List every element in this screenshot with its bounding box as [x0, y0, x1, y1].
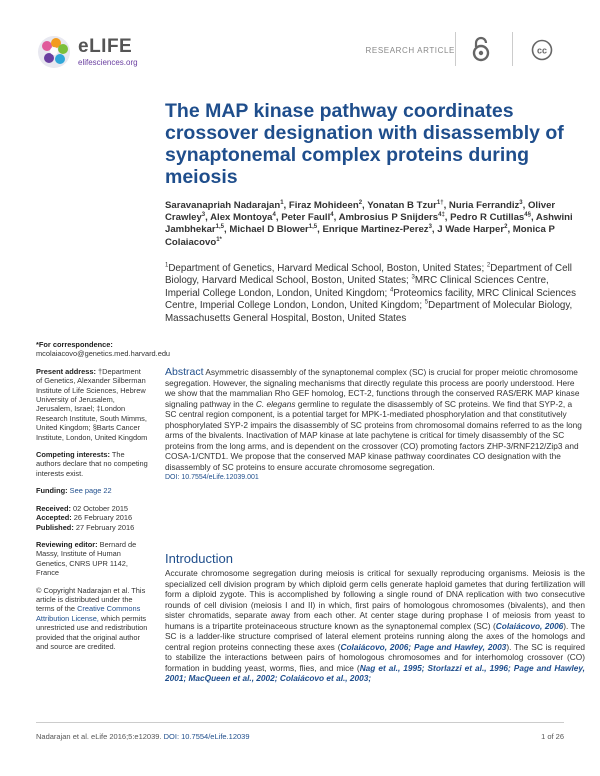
dates-block: [36, 504, 148, 532]
author-name: Saravanapriah Nadarajan: [165, 200, 281, 211]
reviewing-editor-text: Bernard de Massy, Institute of Human Genetics, CNRS UPR 1142, France: [36, 539, 137, 578]
author-affiliation-marker: 1: [280, 199, 284, 206]
author-affiliation-marker: 4: [272, 212, 276, 219]
correspondence-block: [36, 340, 171, 359]
abstract-text-2: germline to regulate the disassembly of SC proteins. We find that SYP-2, a SC central region component, is a potential target for MPK-1-mediated phosphorylation and that constitutively phosphorylated SYP-2 impairs the disassembly of SC proteins from chromosomal domains referred to as the long arms of the bivalents. Inactivation of MAP kinase at late pachytene is critical for timely disassembly of the SC proteins from the long arms, and is dependent on the crossover (CO) promoting factors ZHP-3/RNF212/Zip3 and COSA-1/CNTD1. We propose that the conserved MAP kinase pathway coordinates CO designation with the disassembly of SC proteins to ensure accurate chromosome segregation.: [165, 398, 582, 472]
competing-interests-block: [36, 450, 148, 478]
affiliation-text: MRC Clinical Sciences Centre, Imperial College London, London, United Kingdom;: [165, 275, 549, 299]
author-affiliation-marker: 3: [519, 199, 523, 206]
footer-citation: [36, 732, 250, 741]
abstract-species: C. elegans: [255, 398, 296, 409]
footer-divider: [36, 722, 564, 723]
footer-citation-text: Nadarajan et al. eLife 2016;5:e12039.: [36, 732, 164, 741]
present-address-text: †Department of Genetics, Alexander Silberman Institute of Life Sciences, Hebrew University of Jerusalem, Jerusalem, Israel; ‡London Research Institute, South Mimms, United Kingdom; §Barts Cancer Institute, London, United Kingdom: [36, 366, 148, 442]
author-name: Nuria Ferrandiz: [448, 200, 520, 211]
abstract: [165, 367, 585, 484]
copyright-text-1: Copyright Nadarajan et al. This article is distributed under the terms of the: [36, 585, 146, 614]
intro-text-2: ). The SC is a ladder-like structure comprised of lateral element proteins running along the axes of the homologs and central region proteins connecting these axes (: [165, 620, 585, 652]
accepted-date: 26 February 2016: [73, 513, 133, 523]
received-date: 02 October 2015: [72, 503, 129, 513]
author-affiliation-marker: 3: [201, 212, 206, 219]
affiliations: [165, 263, 585, 325]
affiliation-text: Proteomics facility, MRC Clinical Sciences Centre, Imperial College London, London, United Kingdom;: [165, 287, 577, 312]
author-name: Peter Faull: [281, 212, 331, 224]
intro-heading: Introduction: [165, 551, 233, 566]
author-name: Enrique Martinez-Perez: [322, 224, 429, 236]
logo-text: eLIFE: [78, 36, 133, 57]
header-divider: [512, 32, 513, 66]
reviewing-editor-block: [36, 540, 148, 578]
article-type-label: RESEARCH ARTICLE: [365, 46, 455, 55]
author-name: Yonatan B Tzur: [367, 200, 437, 211]
correspondence-label: *For correspondence:: [36, 340, 113, 349]
intro-text-3: ). The SC is required to stabilize the interactions between pairs of homologous chromosomes and for interhomolog crossover (CO) formation in budding yeast, worms, flies, and mice (: [165, 641, 586, 673]
svg-text:cc: cc: [536, 45, 548, 56]
elife-logo[interactable]: [36, 34, 166, 74]
author-name: Monica P Colaiacovo: [165, 224, 555, 248]
affiliation-marker: 5: [424, 299, 429, 306]
intro-text: [165, 568, 585, 684]
abstract-text-1: Asymmetric disassembly of the synaptonemal complex (SC) is crucial for proper meiotic chromosome segregation. However, the signaling mechanisms that directly regulate this process are poorly understood. Here we show that the mammalian Rho GEF homolog, ECT-2, functions through the conserved RAS/ERK MAP kinase signaling pathway in the: [165, 367, 580, 409]
author-affiliation-marker: 4‡: [438, 212, 445, 219]
correspondence-email[interactable]: mcolaiacovo@genetics.med.harvard.edu: [36, 349, 171, 359]
funding-link[interactable]: See page 22: [69, 486, 112, 496]
competing-interests-label: Competing interests:: [36, 450, 110, 460]
intro-text-1: Accurate chromosome segregation during meiosis is critical for sexually reproducing organisms. Meiosis is the specialized cell division program by which diploid germ cells generate haploid gametes that during fertilization will form a diploid zygote. This is accomplished by following a single round of DNA replication with two consecutive rounds of cell division (meiosis I and II) in which, first pairs of homologous chromosomes (bivalents), and then sister chromatids, separate away from each other. At center stage during prophase I of meiosis from yeast to humans is a tripartite proteinaceous structure known as the synaptonemal complex (SC) (: [165, 568, 585, 631]
copyright-text-2: which permits unrestricted use and redistribution provided that the original author and source are credited.: [36, 613, 148, 651]
competing-interests-text: The authors declare that no competing interests exist.: [36, 450, 148, 478]
author-name: Ambrosius P Snijders: [338, 212, 439, 224]
author-affiliation-marker: 1*: [216, 236, 222, 243]
received-label: Received:: [36, 503, 71, 513]
author-name: Alex Montoya: [210, 212, 273, 224]
copyright-block: [36, 586, 148, 652]
abstract-heading: Abstract: [165, 366, 204, 378]
affiliation-text: Department of Molecular Biology, Massachusetts General Hospital, Boston, United States: [165, 300, 573, 324]
author-affiliation-marker: 1,5: [215, 224, 225, 231]
copyright-icon: ©: [36, 585, 42, 595]
affiliation-marker: 4: [389, 287, 394, 294]
present-address-block: [36, 367, 148, 442]
published-label: Published:: [36, 522, 74, 532]
sidebar: [36, 340, 171, 659]
logo-url[interactable]: elifesciences.org: [78, 58, 138, 67]
citation-link[interactable]: Colaiácovo, 2006; Page and Hawley, 2003: [340, 641, 507, 652]
author-affiliation-marker: 2: [358, 199, 363, 206]
citation-link[interactable]: Colaiácovo, 2006: [495, 620, 564, 631]
author-name: Firaz Mohideen: [288, 200, 359, 211]
header-divider: [455, 32, 456, 66]
author-name: Pedro R Cutillas: [450, 212, 525, 224]
citation-link[interactable]: Nag et al., 1995; Storlazzi et al., 1996; Page and Hawley, 2001; MacQueen et al., 2002; Colaiácovo et al., 2003;: [165, 662, 585, 683]
author-list: [165, 200, 585, 249]
author-name: Michael D Blower: [229, 224, 309, 236]
footer-doi-link[interactable]: DOI: 10.7554/eLife.12039: [163, 732, 250, 741]
author-affiliation-marker: 3: [428, 224, 432, 231]
author-affiliation-marker: 4: [330, 212, 334, 219]
article-title: The MAP kinase pathway coordinates crossover designation with disassembly of synaptonemal complex proteins during meiosis: [165, 100, 564, 188]
affiliation-text: Department of Cell Biology, Harvard Medical School, Boston, United States;: [165, 263, 572, 287]
author-name: Oliver Crawley: [165, 200, 556, 224]
elife-brain-icon: [36, 34, 72, 70]
reviewing-editor-label: Reviewing editor:: [36, 539, 98, 549]
creative-commons-icon: [531, 39, 553, 61]
cc-license-link[interactable]: Creative Commons Attribution License,: [36, 604, 141, 623]
page-number: 1 of 26: [541, 732, 564, 741]
open-access-icon: [470, 36, 492, 62]
accepted-label: Accepted:: [36, 513, 72, 523]
published-date: 27 February 2016: [75, 522, 135, 532]
affiliation-text: Department of Genetics, Harvard Medical School, Boston, United States;: [168, 263, 487, 274]
abstract-doi-link[interactable]: DOI: 10.7554/eLife.12039.001: [165, 474, 259, 481]
author-affiliation-marker: 1,5: [308, 224, 318, 231]
affiliations-container: [165, 263, 576, 324]
affiliation-marker: 1: [165, 262, 169, 269]
affiliation-marker: 3: [411, 275, 415, 282]
funding-block: [36, 486, 148, 495]
funding-label: Funding:: [36, 486, 68, 496]
affiliation-marker: 2: [486, 262, 491, 269]
author-name: Ashwini Jambhekar: [165, 212, 573, 236]
authors-container: Saravanapriah Nadarajan$^1$, Firaz Mohideen$^2$, Yonatan B Tzur$^{1\dagger}$, Nuria Ferrandiz$^3$, Oliver Crawley$^3$, Alex Montoya$^4$, Peter Faull$^4$, Ambrosius P Snijders$^{4\ddagger}$, Pedro R Cutillas$^{4\S}$, Ashwini Jambhekar$^{1,5}$, Michael D Blower$^{1,5}$, Enrique Martinez-Perez$^3$, J Wade Harper$^2$, Monica P Colaiacovo$^{1*}$: [165, 199, 573, 248]
author-affiliation-marker: 2: [504, 224, 508, 231]
author-name: J Wade Harper: [437, 224, 505, 236]
author-affiliation-marker: 4§: [524, 212, 531, 219]
present-address-label: Present address:: [36, 366, 96, 376]
author-affiliation-marker: 1†: [436, 199, 444, 206]
